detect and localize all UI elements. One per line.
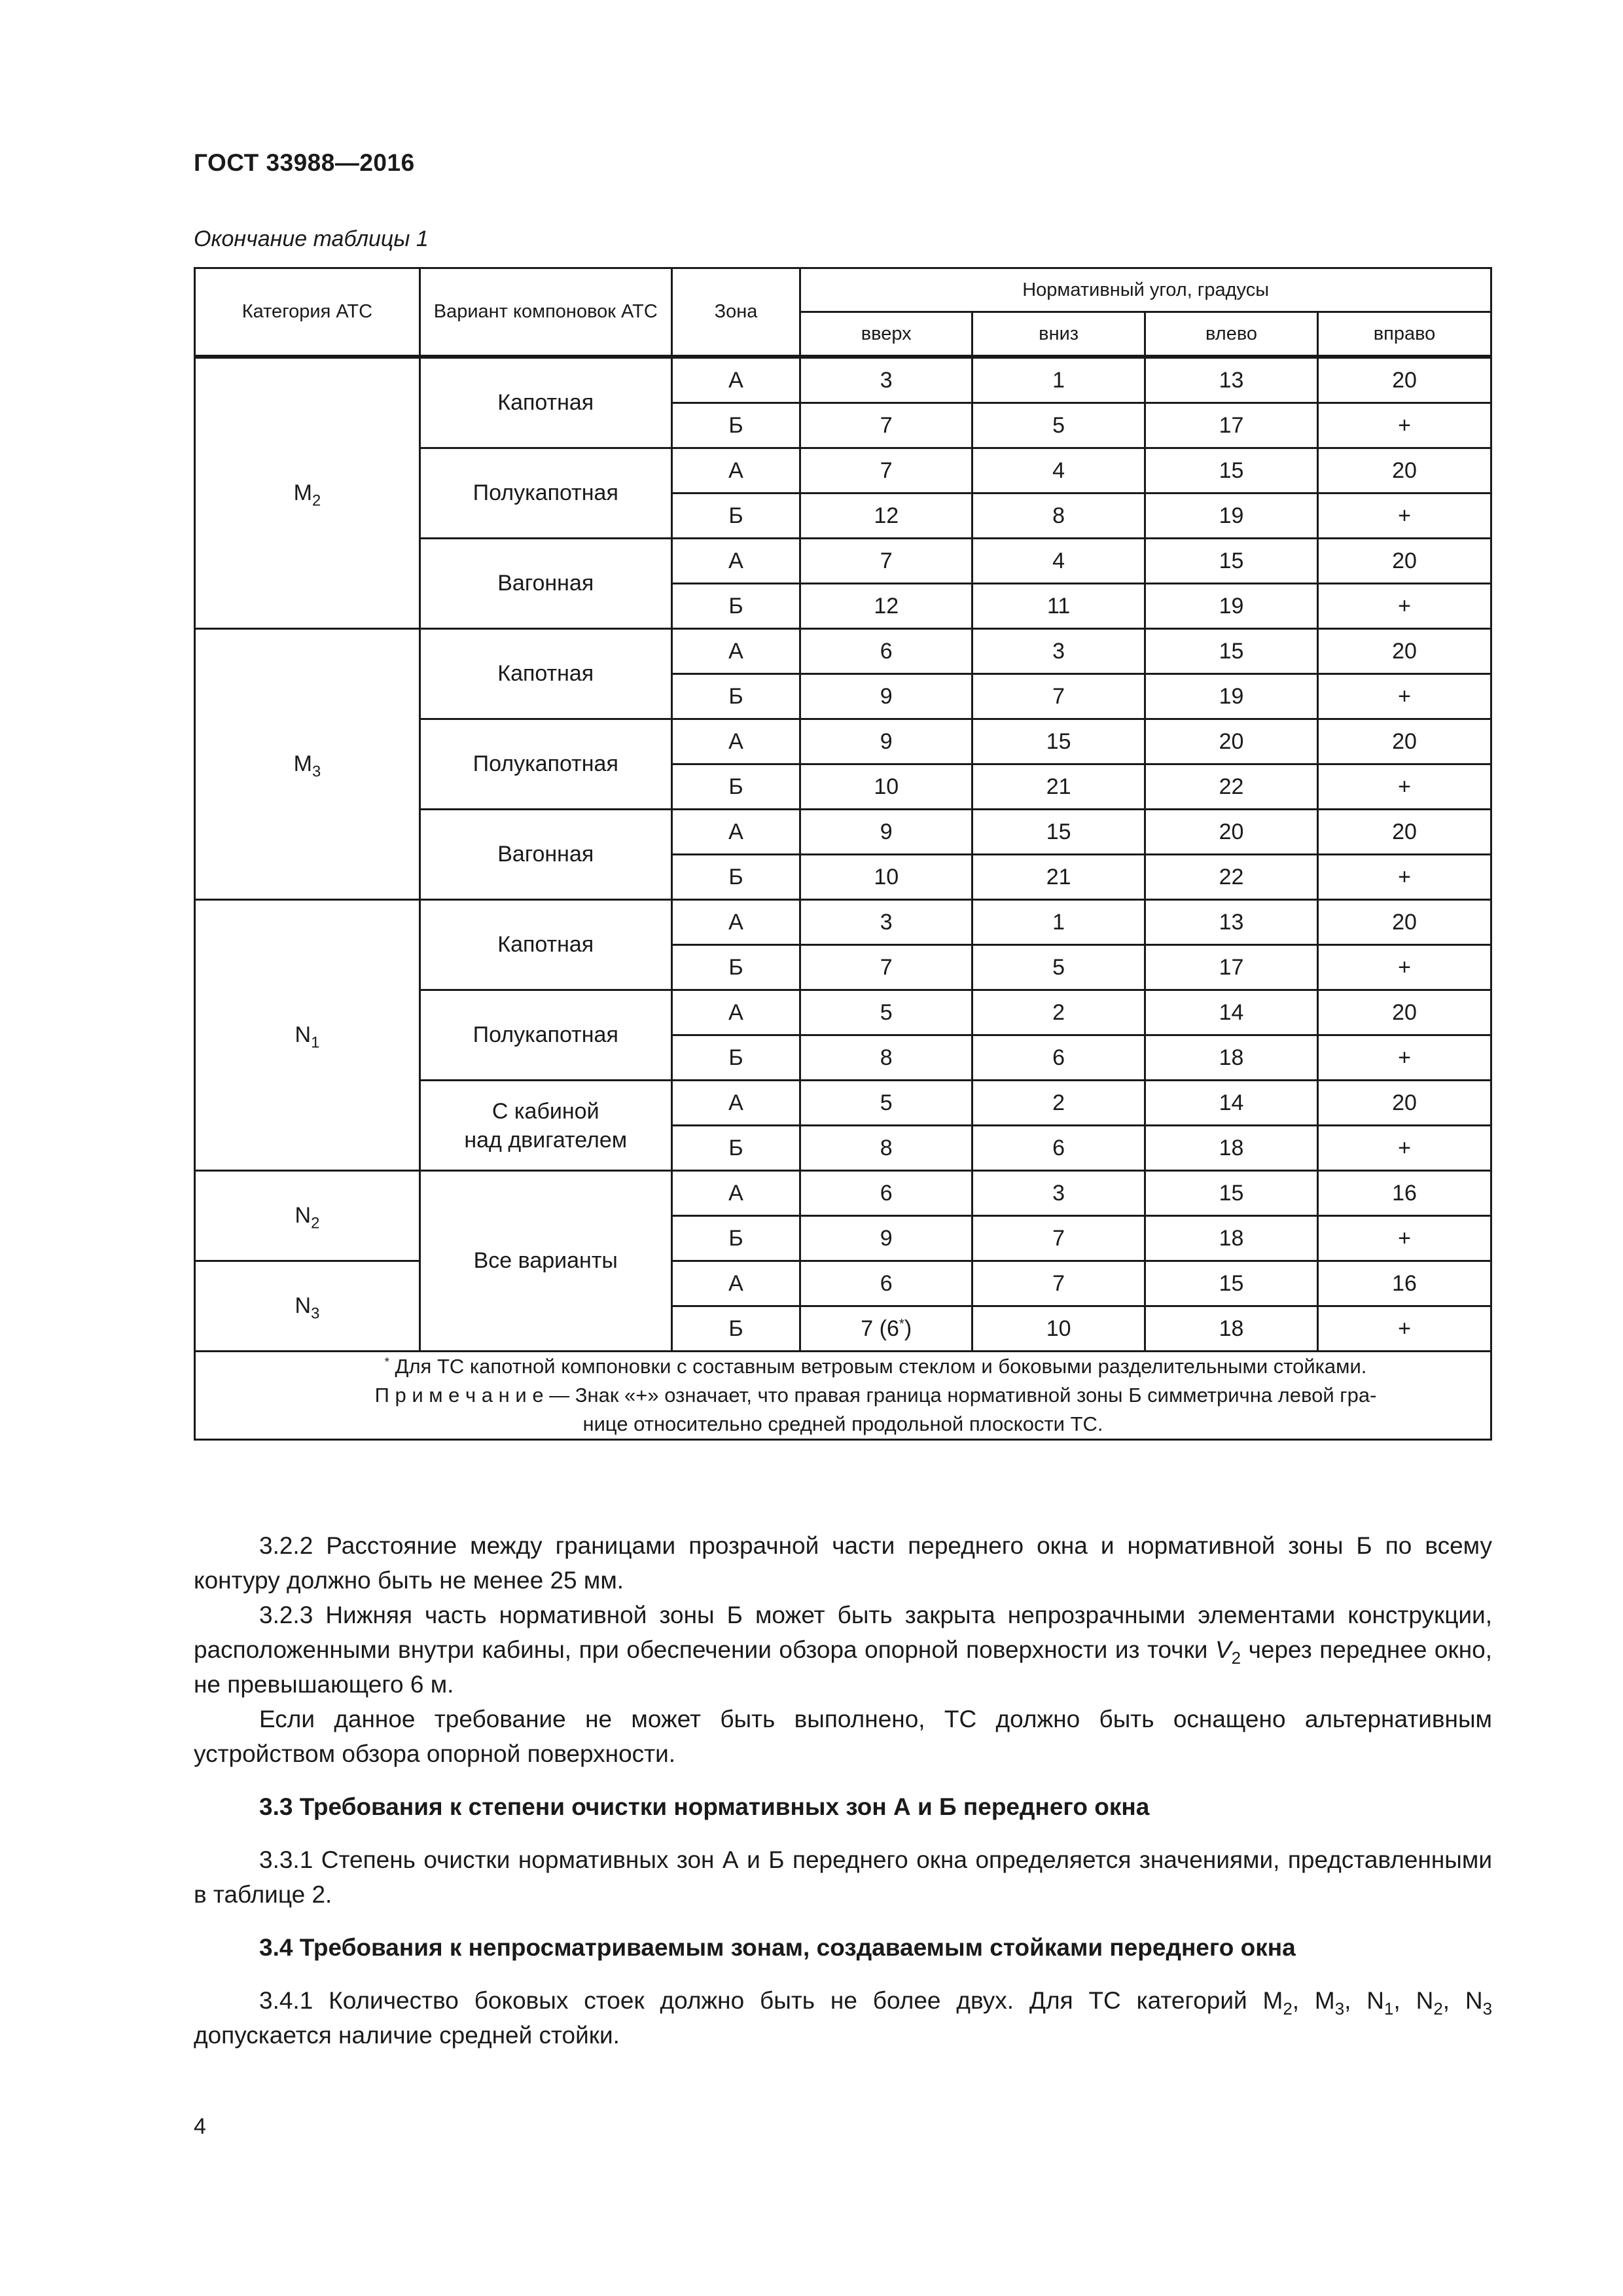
value-cell: 10: [800, 855, 972, 900]
value-cell: +: [1318, 674, 1491, 719]
zone-cell: А: [671, 1261, 800, 1306]
value-cell: 18: [1145, 1126, 1318, 1171]
value-cell: 15: [972, 810, 1145, 855]
paragraph-3-3-1: 3.3.1 Степень очистки нормативных зон А и Б переднего окна определяется значениями, представленными в таблице 2.: [194, 1846, 1492, 1908]
col-header-variant: Вариант компоновок АТС: [419, 268, 671, 357]
table-note-line: нице относительно средней продольной плоскости ТС.: [582, 1412, 1103, 1435]
value-cell: 13: [1145, 900, 1318, 945]
value-cell: 8: [972, 493, 1145, 539]
angles-table: [194, 267, 1492, 1441]
value-cell: 7: [800, 448, 972, 493]
col-header-category: Категория АТС: [195, 268, 420, 357]
value-cell: +: [1318, 855, 1491, 900]
value-cell: 12: [800, 584, 972, 629]
value-cell: 15: [1145, 1171, 1318, 1216]
value-cell: 6: [972, 1126, 1145, 1171]
value-cell: 20: [1318, 719, 1491, 764]
value-cell: 18: [1145, 1035, 1318, 1081]
value-cell: +: [1318, 493, 1491, 539]
table-row: [195, 900, 1491, 945]
value-cell: 12: [800, 493, 972, 539]
table-caption: Окончание таблицы 1: [194, 226, 429, 251]
value-cell: 15: [972, 719, 1145, 764]
col-header-right: вправо: [1318, 312, 1491, 357]
zone-cell: А: [671, 990, 800, 1035]
value-cell: 20: [1145, 810, 1318, 855]
value-cell: 19: [1145, 493, 1318, 539]
value-cell: 19: [1145, 584, 1318, 629]
value-cell: 17: [1145, 945, 1318, 990]
value-cell: 20: [1318, 990, 1491, 1035]
value-cell: 15: [1145, 448, 1318, 493]
variant-cell: Вагонная: [419, 539, 671, 629]
category-label: M: [1262, 1987, 1283, 2014]
zone-cell: Б: [671, 403, 800, 448]
zone-cell: А: [671, 539, 800, 584]
value-cell: 9: [800, 719, 972, 764]
value-cell: 10: [800, 764, 972, 810]
value-cell: 9: [800, 674, 972, 719]
zone-cell: Б: [671, 855, 800, 900]
value-cell: 3: [800, 357, 972, 403]
category-label: M: [1314, 1987, 1335, 2014]
value-cell: 2: [972, 1081, 1145, 1126]
value-cell: +: [1318, 1126, 1491, 1171]
zone-cell: Б: [671, 1306, 800, 1352]
value-cell: 20: [1318, 448, 1491, 493]
col-header-down: вниз: [972, 312, 1145, 357]
value-cell: 5: [800, 990, 972, 1035]
value-cell: +: [1318, 403, 1491, 448]
value-cell: 16: [1318, 1171, 1491, 1216]
zone-cell: А: [671, 810, 800, 855]
value-cell: 9: [800, 1216, 972, 1261]
value-cell: 20: [1318, 810, 1491, 855]
value-cell: 20: [1318, 357, 1491, 403]
table-row: [195, 1171, 1491, 1216]
section-heading-3-3: 3.3 Требования к степени очистки нормативных зон А и Б переднего окна: [259, 1793, 1150, 1820]
paragraph-3-2-3: 3.2.3 Нижняя часть нормативной зоны Б может быть закрыта непрозрачными элементами конструкции, расположенными внутри кабины, при обеспечении обзора опорной поверхности из точки $V_2$ через переднее окно, не превышающего 6 м.: [194, 1602, 1492, 1698]
value-cell: 15: [1145, 539, 1318, 584]
value-cell: 1: [972, 357, 1145, 403]
value-cell: 7: [972, 674, 1145, 719]
value-cell: 3: [972, 629, 1145, 674]
value-cell: 10: [972, 1306, 1145, 1352]
category-cell: $N_3$: [195, 1261, 420, 1352]
value-cell: 20: [1318, 629, 1491, 674]
value-cell: 14: [1145, 990, 1318, 1035]
zone-cell: А: [671, 629, 800, 674]
value-cell: 22: [1145, 764, 1318, 810]
zone-cell: А: [671, 357, 800, 403]
zone-cell: А: [671, 900, 800, 945]
value-cell: 8: [800, 1126, 972, 1171]
variant-cell: Полукапотная: [419, 719, 671, 810]
variant-cell: Капотная: [419, 629, 671, 719]
value-cell: 3: [972, 1171, 1145, 1216]
col-header-zone: Зона: [671, 268, 800, 357]
variant-cell: Капотная: [419, 900, 671, 990]
zone-cell: Б: [671, 764, 800, 810]
col-header-left: влево: [1145, 312, 1318, 357]
paragraph-3-2-2: 3.2.2 Расстояние между границами прозрачной части переднего окна и нормативной зоны Б по всему контуру должно быть не менее 25 мм.: [194, 1532, 1492, 1594]
col-header-angle-group: Нормативный угол, градусы: [800, 268, 1491, 312]
value-cell: 21: [972, 855, 1145, 900]
value-cell: 20: [1318, 900, 1491, 945]
table-note: [195, 1352, 1491, 1440]
value-cell: 21: [972, 764, 1145, 810]
value-cell: 9: [800, 810, 972, 855]
value-cell: 8: [800, 1035, 972, 1081]
variant-cell: Вагонная: [419, 810, 671, 900]
zone-cell: Б: [671, 945, 800, 990]
zone-cell: А: [671, 448, 800, 493]
value-cell: 16: [1318, 1261, 1491, 1306]
value-cell: 11: [972, 584, 1145, 629]
value-cell: 7: [972, 1216, 1145, 1261]
document-header: ГОСТ 33988—2016: [194, 149, 415, 176]
zone-cell: А: [671, 719, 800, 764]
category-list: $M_2$, $M_3$, $N_1$, $N_2$, $N_3$: [1262, 1987, 1492, 2019]
variant-cell: Полукапотная: [419, 990, 671, 1081]
value-cell: 7 (6*): [800, 1306, 972, 1352]
paragraph-3-4-1: 3.4.1 Количество боковых стоек должно быть не более двух. Для ТС категорий $M_2$, $M_3$, $N_1$, $N_2$, $N_3$ допускается наличие средней стойки.: [194, 1987, 1492, 2049]
value-cell: 5: [800, 1081, 972, 1126]
zone-cell: Б: [671, 1035, 800, 1081]
value-cell: 2: [972, 990, 1145, 1035]
value-cell: +: [1318, 1306, 1491, 1352]
value-cell: 18: [1145, 1216, 1318, 1261]
category-cell: $M_2$: [195, 357, 420, 629]
value-cell: +: [1318, 1216, 1491, 1261]
zone-cell: А: [671, 1081, 800, 1126]
value-cell: +: [1318, 945, 1491, 990]
table-note-line: П р и м е ч а н и е — Знак «+» означает, что правая граница нормативной зоны Б симметрична левой гра-: [374, 1384, 1377, 1407]
value-cell: 7: [800, 539, 972, 584]
zone-cell: А: [671, 1171, 800, 1216]
value-cell: 13: [1145, 357, 1318, 403]
value-cell: 20: [1145, 719, 1318, 764]
value-cell: 15: [1145, 629, 1318, 674]
value-cell: 6: [800, 1261, 972, 1306]
table-row: [195, 1261, 1491, 1306]
category-label: N: [1465, 1987, 1483, 2014]
variant-cell: Капотная: [419, 357, 671, 448]
value-cell: 1: [972, 900, 1145, 945]
value-cell: 5: [972, 403, 1145, 448]
value-cell: 18: [1145, 1306, 1318, 1352]
variant-cell: С кабиной над двигателем: [419, 1081, 671, 1171]
page-number: 4: [194, 2114, 206, 2139]
value-cell: 7: [972, 1261, 1145, 1306]
variant-cell: Все варианты: [419, 1171, 671, 1352]
value-cell: +: [1318, 584, 1491, 629]
value-cell: 17: [1145, 403, 1318, 448]
zone-cell: Б: [671, 1126, 800, 1171]
category-cell: $N_2$: [195, 1171, 420, 1261]
value-cell: 5: [972, 945, 1145, 990]
value-cell: +: [1318, 1035, 1491, 1081]
body-text: [194, 1528, 1492, 2053]
category-label: N: [1416, 1987, 1434, 2014]
value-cell: 4: [972, 448, 1145, 493]
zone-cell: Б: [671, 674, 800, 719]
value-cell: 20: [1318, 1081, 1491, 1126]
variant-cell: Полукапотная: [419, 448, 671, 539]
value-cell: +: [1318, 764, 1491, 810]
zone-cell: Б: [671, 584, 800, 629]
category-cell: $N_1$: [195, 900, 420, 1171]
paragraph-alternative: Если данное требование не может быть выполнено, ТС должно быть оснащено альтернативным устройством обзора опорной поверхности.: [194, 1706, 1492, 1767]
value-cell: 3: [800, 900, 972, 945]
value-cell: 19: [1145, 674, 1318, 719]
table-footnote: * Для ТС капотной компоновки с составным ветровым стеклом и боковыми разделительными стойками.: [384, 1354, 1367, 1378]
table-row: [195, 629, 1491, 674]
table-row: [195, 357, 1491, 403]
zone-cell: Б: [671, 493, 800, 539]
value-cell: 6: [800, 1171, 972, 1216]
value-cell: 14: [1145, 1081, 1318, 1126]
value-cell: 6: [800, 629, 972, 674]
category-label: N: [1366, 1987, 1385, 2014]
value-cell: 7: [800, 945, 972, 990]
value-cell: 4: [972, 539, 1145, 584]
zone-cell: Б: [671, 1216, 800, 1261]
category-cell: $M_3$: [195, 629, 420, 900]
value-cell: 6: [972, 1035, 1145, 1081]
section-heading-3-4: 3.4 Требования к непросматриваемым зонам, создаваемым стойками переднего окна: [259, 1934, 1296, 1961]
value-cell: 15: [1145, 1261, 1318, 1306]
value-cell: 22: [1145, 855, 1318, 900]
col-header-up: вверх: [800, 312, 972, 357]
value-cell: 20: [1318, 539, 1491, 584]
value-cell: 7: [800, 403, 972, 448]
